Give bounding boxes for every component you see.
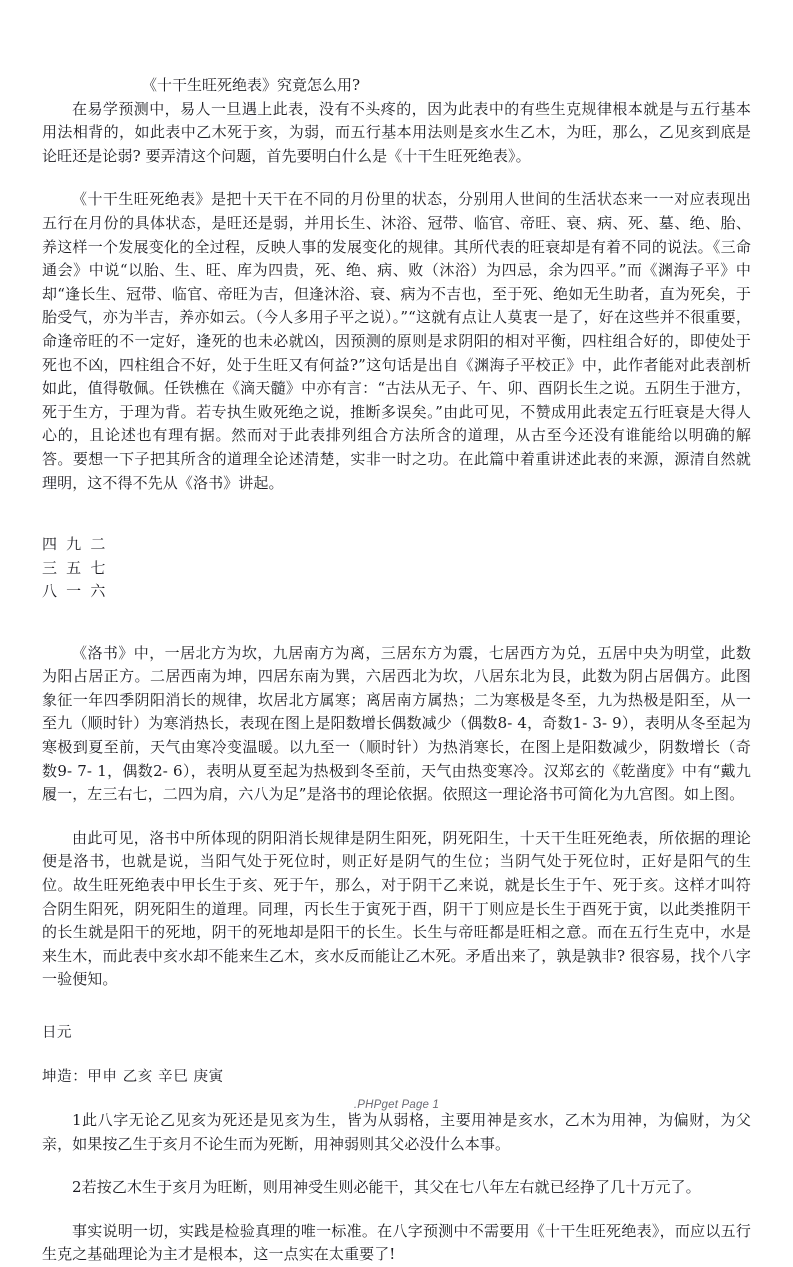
bazi-chart-line: 坤造：甲申 乙亥 辛巳 庚寅 <box>42 1068 224 1085</box>
magic-square-row-3: 八 一 六 <box>42 582 108 601</box>
spacer <box>42 604 751 642</box>
document-title: 《十干生旺死绝表》究竟怎么用? <box>142 76 361 94</box>
spacer <box>42 495 751 533</box>
spacer <box>42 992 751 1022</box>
paragraph-luoshu: 《洛书》中，一居北方为坎，九居南方为离，三居东方为震，七居西方为兑，五居中央为明堂，此数为阳占居正方。二居西南为坤，四居东南为巽，六居西北为坎，八居东北为艮，此数为阴占居偶方。此图象征一年四季阴阳消长的规律，坎居北方属寒；离居南方属热；二为寒极是冬至，九为热极是阳至，从一至九（顺时针）为寒消热长，表现在图上是阳数增长偶数减少（偶数8- 4，奇数1- 3- 9），表明从冬至起为寒极到夏至前，天气由寒冷变温暖。以九至一（顺时针）为热消寒长，在图上是阳数减少，阴数增长（奇数9- 7- 1，偶数2- 6），表明从夏至起为热极到冬至前，天气由热变寒冷。汉郑玄的《乾凿度》中有“戴九履一，左三右七，二四为肩，六八为足”是洛书的理论依据。依照这一理论洛书可简化为九宫图。如上图。 <box>42 643 751 804</box>
page-footer: .PHPget Page 1 <box>353 1099 440 1111</box>
spacer <box>42 1046 751 1066</box>
document-body <box>42 74 751 1267</box>
luoshu-magic-square <box>42 533 751 604</box>
spacer <box>42 168 751 188</box>
paragraph-intro: 在易学预测中，易人一旦遇上此表，没有不头疼的，因为此表中的有些生克规律根本就是与五行基本用法相背的，如此表中乙木死于亥，为弱，而五行基本用法则是亥水生乙木，为旺，那么，乙见亥到底是论旺还是论弱? 要弄清这个问题，首先要明白什么是《十干生旺死绝表》。 <box>42 99 751 165</box>
spacer <box>42 807 751 827</box>
magic-square-row-2: 三 五 七 <box>42 558 108 577</box>
spacer <box>42 1156 751 1176</box>
paragraph-case-1: 1此八字无论乙见亥为死还是见亥为生，皆为从弱格，主要用神是亥水，乙木为用神，为偏财，为父亲，如果按乙生于亥月不论生而为死断，用神弱则其父必没什么本事。 <box>42 1111 751 1153</box>
paragraph-conclusion: 事实说明一切，实践是检验真理的唯一标准。在八字预测中不需要用《十干生旺死绝表》，而应以五行生克之基础理论为主才是根本，这一点实在太重要了! <box>42 1221 751 1264</box>
paragraph-definition: 《十干生旺死绝表》是把十天干在不同的月份里的状态，分别用人世间的生活状态来一一对应表现出五行在月份的具体状态，是旺还是弱，并用长生、沐浴、冠带、临官、帝旺、衰、病、死、墓、绝、胎、养这样一个发展变化的全过程，反映人事的发展变化的规律。其所代表的旺衰却是有着不同的说法。《三命通会》中说“以胎、生、旺、库为四贵，死、绝、病、败（沐浴）为四忌，余为四平。”而《渊海子平》中却“逢长生、冠带、临官、帝旺为吉，但逢沐浴、衰、病为不吉也，至于死、绝如无生助者，直为死矣，于胎受气，亦为半吉，养亦如云。（今人多用子平之说）。”“这就有点让人莫衷一是了，好在这些并不很重要，命逢帝旺的不一定好，逢死的也未必就凶，因预测的原则是求阴阳的相对平衡，四柱组合好的，即使处于死也不凶，四柱组合不好，处于生旺又有何益?”这句话是出自《渊海子平校正》中，此作者能对此表剖析如此，值得敬佩。任铁樵在《滴天髓》中亦有言：“古法从无子、午、卯、酉阴长生之说。五阴生于泄方，死于生方，于理为背。若专执生败死绝之说，推断多误矣。”由此可见，不赞成用此表定五行旺衰是大得人心的，且论述也有理有据。然而对于此表排列组合方法所含的道理，从古至今还没有谁能给以明确的解答。要想一下子把其所含的道理全论述清楚，实非一时之功。在此篇中着重讲述此表的来源，源清自然就理明，这不得不先从《洛书》讲起。 <box>42 190 751 492</box>
magic-square-row-1: 四 九 二 <box>42 535 108 554</box>
bazi-day-master-label: 日元 <box>42 1024 72 1041</box>
spacer <box>42 1200 751 1220</box>
paragraph-case-2: 2若按乙木生于亥月为旺断，则用神受生则必能干，其父在七八年左右就已经挣了几十万元了。 <box>72 1178 701 1197</box>
paragraph-yinyang: 由此可见，洛书中所体现的阴阳消长规律是阴生阳死，阴死阳生，十天干生旺死绝表，所依据的理论便是洛书，也就是说，当阳气处于死位时，则正好是阴气的生位；当阴气处于死位时，正好是阳气的生位。故生旺死绝表中甲长生于亥、死于午，那么，对于阴干乙来说，就是长生于午、死于亥。这样才叫符合阴生阳死，阴死阳生的道理。同理，丙长生于寅死于酉，阴干丁则应是长生于酉死于寅，以此类推阴干的长生就是阳干的死地，阴干的死地却是阳干的长生。长生与帝旺都是旺相之意。而在五行生克中，水是来生木，而此表中亥水却不能来生乙木，亥水反而能让乙木死。矛盾出来了，孰是孰非? 很容易，找个八字一验便知。 <box>42 828 751 989</box>
